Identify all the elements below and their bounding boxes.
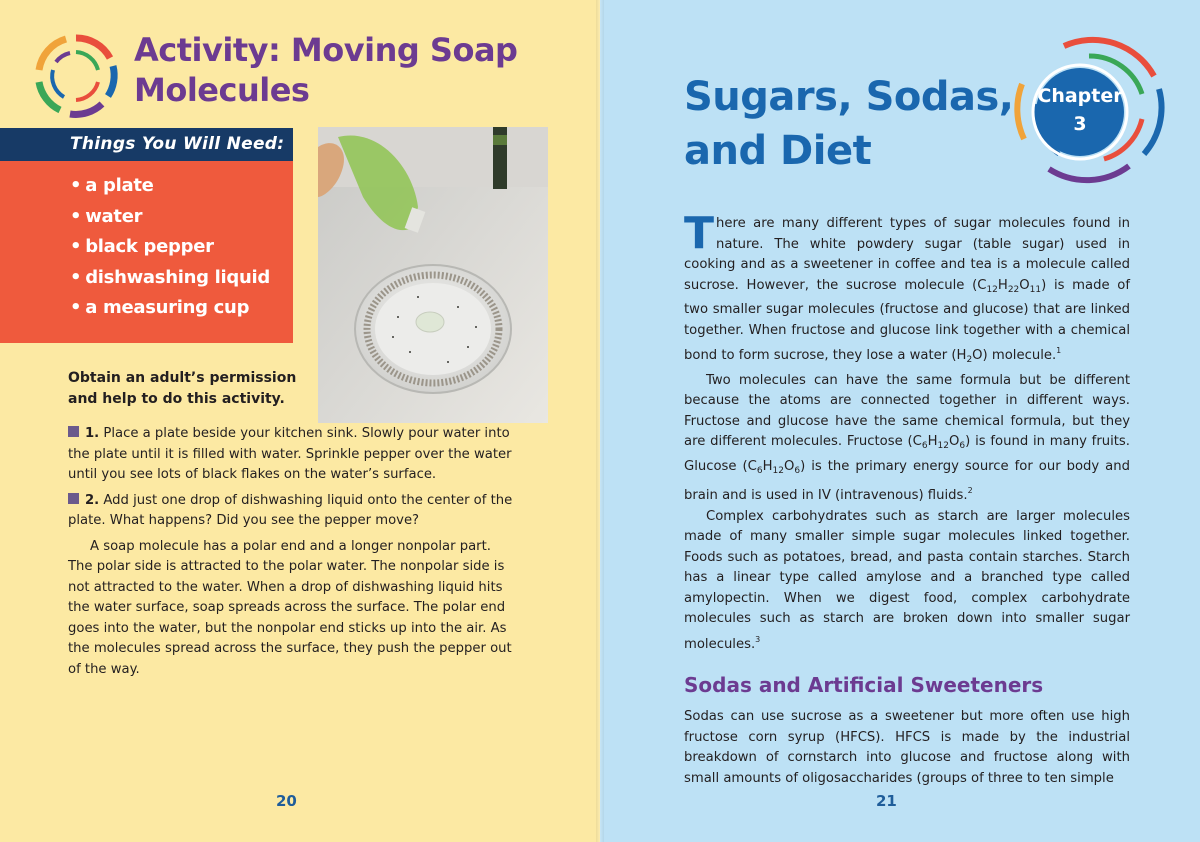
step-marker xyxy=(68,426,79,437)
book-gutter xyxy=(596,0,604,842)
needs-header: Things You Will Need: xyxy=(0,128,293,161)
paragraph-sugar-molecules: There are many different types of sugar molecules found in nature. The white powdery sugar (table sugar) used in cooking and as a sweetener in coffee and tea is a molecule called sucrose. However, the sucrose molecule $(C_{12}H_{22}O_{11})$ is made of two smaller sugar molecules (fructose and glucose) that are linked together. When fructose and glucose link together with a chemical bond to form sucrose, they lose a water $(H_2O)$ molecule.$^1$ xyxy=(684,208,1130,365)
needs-item: • black pepper xyxy=(70,236,214,257)
activity-title: Activity: Moving Soap Molecules xyxy=(134,31,518,109)
needs-list xyxy=(0,161,293,343)
footnote-ref: 3 xyxy=(755,634,761,644)
needs-item: • water xyxy=(70,205,143,227)
step-1: 1. Place a plate beside your kitchen sink. Slowly pour water into the plate until it is filled with water. Sprinkle pepper over the water until you see lots of black flakes on the water’s surface. xyxy=(68,426,512,482)
section-heading: Sodas and Artificial Sweeteners xyxy=(684,673,1044,697)
activity-ring-icon xyxy=(30,30,122,122)
chapter-body xyxy=(684,208,1130,789)
permission-note: Obtain an adult’s permission and help to do this activity. xyxy=(68,370,297,407)
needs-item: • a plate xyxy=(70,175,154,196)
chapter-badge xyxy=(1034,82,1126,138)
chapter-badge-label: Chapter xyxy=(1037,85,1123,107)
drop-cap: T xyxy=(684,208,715,259)
step-marker xyxy=(68,493,79,504)
footnote-ref: 1 xyxy=(1056,346,1062,355)
soap-experiment-photo xyxy=(318,127,548,423)
paragraph-sodas: Sodas can use sucrose as a sweetener but more often use high fructose corn syrup (HFCS). HFCS is made by the industrial breakdown of cornstarch into glucose and fructose along with small amounts of oligosaccharides (groups of three to ten simple xyxy=(684,709,1130,786)
needs-item: • a measuring cup xyxy=(70,297,250,318)
paragraph-same-formula: Two molecules can have the same formula but be different because the atoms are connected together in different ways. Fructose and glucose have the same chemical formula, but they are different molecules. Fructose $(C_6H_{12}O_6)$ is found in many fruits. Glucose $(C_6H_{12}O_6)$ is the primary energy source for our body and brain and is used in IV (intravenous) fluids.$^2$ xyxy=(684,372,1130,503)
footnote-ref: 2 xyxy=(967,486,973,495)
paragraph-complex-carbs: Complex carbohydrates such as starch are larger molecules made of many smaller simple sugar molecules linked together. Foods such as potatoes, bread, and pasta contain starches. Starch has a linear type called amylose and a branched type called amylopectin. When we digest food, complex carbohydrate molecules such as starch are broken down into smaller sugar molecules.$^3$ xyxy=(684,508,1130,652)
chapter-title: Sugars, Sodas, and Diet xyxy=(684,74,1014,174)
step-2: 2. Add just one drop of dishwashing liquid onto the center of the plate. What happens? Did you see the pepper move? xyxy=(68,492,513,528)
page-number-left: 20 xyxy=(276,792,297,810)
activity-instructions xyxy=(68,424,518,680)
chapter-badge-number: 3 xyxy=(1073,113,1087,135)
soap-explanation: A soap molecule has a polar end and a longer nonpolar part. The polar side is attracted to the polar water. The nonpolar side is not attracted to the water. When a drop of dishwashing liquid hits the water surface, soap spreads across the surface. The polar end goes into the water, but the nonpolar end sticks up into the air. As the molecules spread across the surface, they push the pepper out of the way. xyxy=(68,538,512,677)
page-number-right: 21 xyxy=(876,792,897,810)
needs-item: • dishwashing liquid xyxy=(70,266,270,288)
